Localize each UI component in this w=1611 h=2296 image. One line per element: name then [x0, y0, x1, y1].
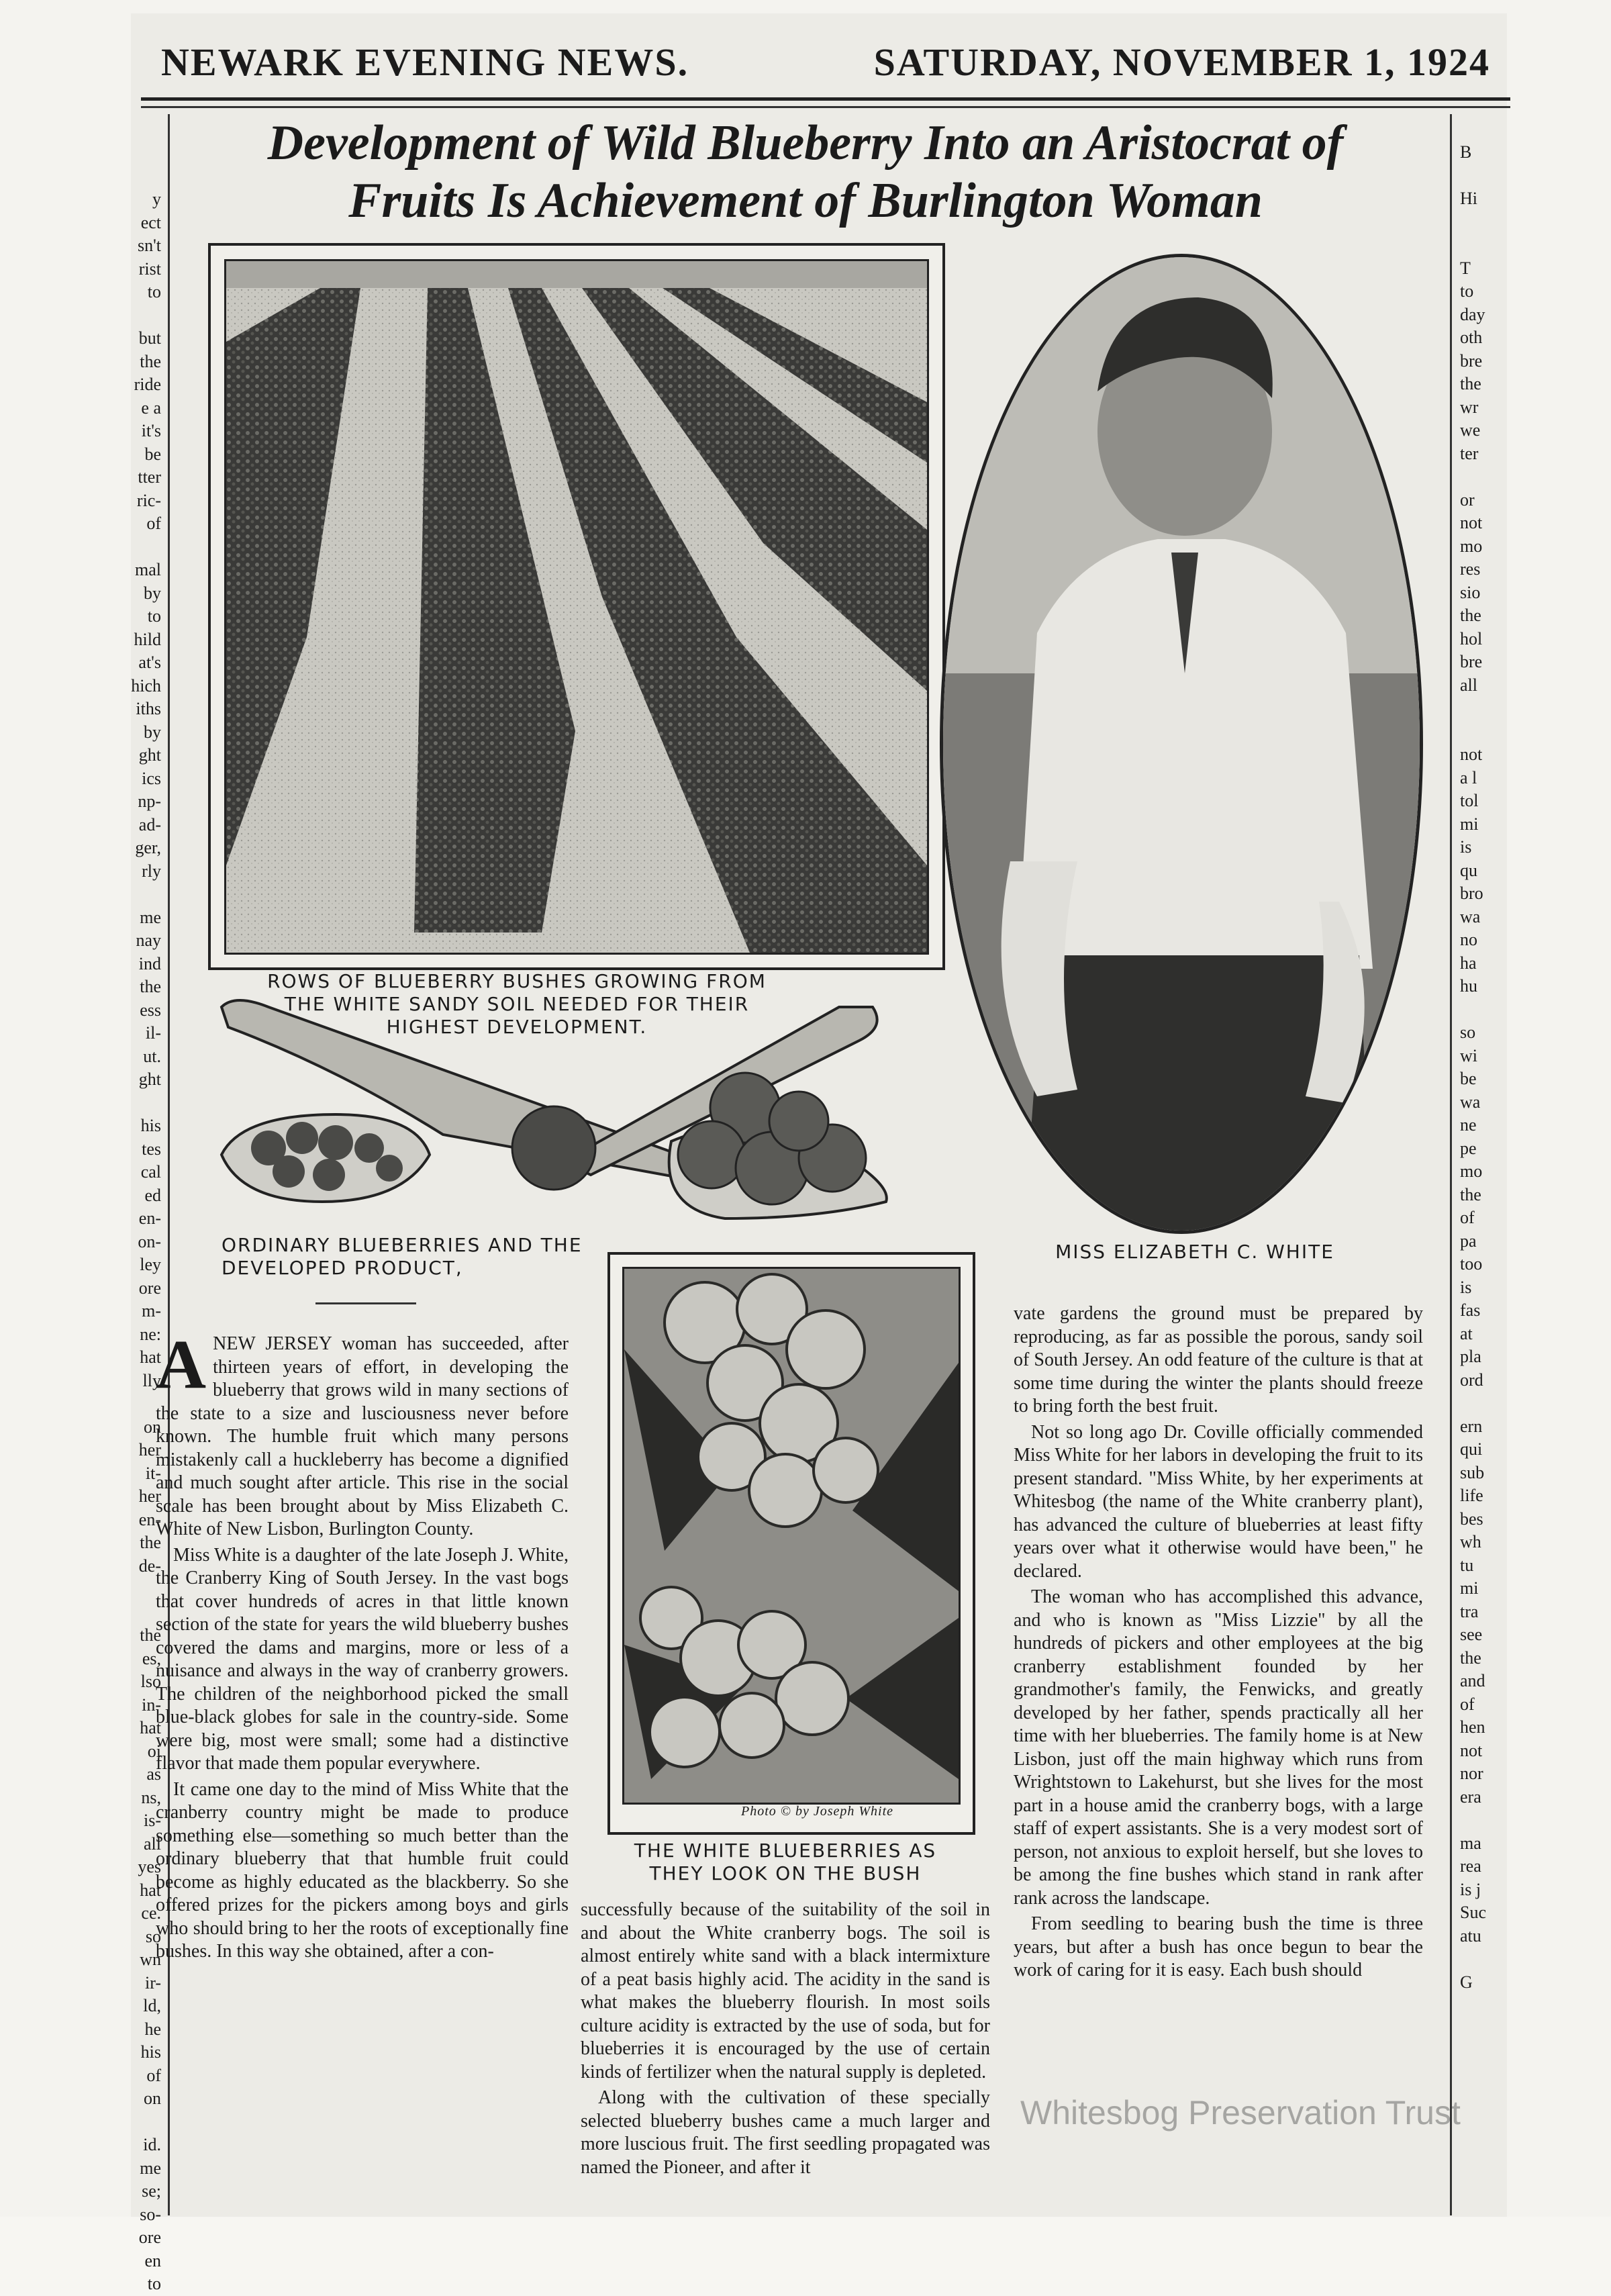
- portrait-oval: [940, 254, 1423, 1234]
- right-column-fragment: B: [1460, 142, 1472, 162]
- left-column-fragment: m-: [142, 1301, 161, 1321]
- left-column-fragment: at's: [138, 653, 161, 672]
- right-column-fragment: all: [1460, 675, 1477, 695]
- white-blueberries-image: [624, 1269, 959, 1803]
- left-column-fragment: ics: [142, 768, 161, 788]
- article-headline: [168, 114, 1443, 230]
- right-column-fragment: res: [1460, 559, 1481, 579]
- left-column-fragment: ger,: [135, 838, 161, 857]
- left-column-fragment: hat: [140, 1347, 161, 1367]
- right-column-fragment: [1460, 1948, 1507, 1971]
- right-column-fragment: sub: [1460, 1462, 1485, 1482]
- right-column-fragment: wa: [1460, 1092, 1481, 1112]
- right-column-fragment: [1460, 720, 1507, 744]
- left-column-fragment: the: [140, 977, 161, 996]
- right-column-fragment: atu: [1460, 1925, 1481, 1946]
- right-column-fragment: the: [1460, 1647, 1481, 1668]
- left-column-fragment: me: [140, 907, 161, 927]
- left-column-fragment: [101, 536, 161, 559]
- left-column-fragment: ut.: [143, 1046, 161, 1066]
- left-column-fragment: lly: [142, 1370, 161, 1390]
- right-adjacent-column: [1460, 141, 1507, 1994]
- portrait-image: [943, 257, 1420, 1231]
- left-column-fragment: by: [144, 722, 161, 742]
- right-column-fragment: a l: [1460, 767, 1477, 787]
- right-column-fragment: not: [1460, 1740, 1483, 1760]
- right-column-fragment: oth: [1460, 328, 1483, 347]
- right-column-fragment: era: [1460, 1786, 1481, 1807]
- col1-paragraph-1: NEW JERSEY woman has succeeded, after thirteen years of effort, in developing the blueberry that grows wild in many sections of the state to a size and lusciousness never before known. The humble fruit which many persons mistakenly call a huckleberry has become a dignified and much sought after article. This rise in the social scale has been brought about by Miss Elizabeth C. White of New Lisbon, Burlington County.: [156, 1333, 569, 1539]
- right-column-fragment: the: [1460, 374, 1481, 393]
- left-column-fragment: the: [140, 1533, 161, 1552]
- left-column-fragment: yes: [138, 1857, 161, 1876]
- rows-photo: [224, 259, 929, 955]
- left-column-fragment: to: [147, 606, 161, 626]
- left-column-fragment: [101, 2111, 161, 2134]
- right-column-fragment: wh: [1460, 1532, 1481, 1551]
- left-column-fragment: es,: [142, 1648, 161, 1668]
- spoons-caption: ORDINARY BLUEBERRIES AND THE DEVELOPED PRODUCT,: [222, 1234, 583, 1279]
- right-column-fragment: be: [1460, 1069, 1477, 1088]
- right-column-fragment: tra: [1460, 1601, 1479, 1621]
- left-column-fragment: so-: [140, 2204, 161, 2224]
- right-column-fragment: ha: [1460, 953, 1477, 973]
- right-column-fragment: Suc: [1460, 1903, 1486, 1922]
- right-column-fragment: Hi: [1460, 189, 1477, 208]
- right-column-fragment: hen: [1460, 1717, 1485, 1737]
- left-column-fragment: rly: [142, 861, 161, 881]
- right-column-fragment: bre: [1460, 350, 1483, 371]
- right-column-fragment: and: [1460, 1671, 1485, 1690]
- left-column-fragment: [101, 1392, 161, 1416]
- left-column-fragment: hat: [140, 1880, 161, 1900]
- left-column-fragment: ir-: [144, 1972, 161, 1993]
- left-column-fragment: [101, 304, 161, 328]
- left-column-fragment: on-: [138, 1231, 161, 1251]
- right-column-fragment: of: [1460, 1208, 1475, 1227]
- left-column-fragment: the: [140, 351, 161, 371]
- right-column-fragment: so: [1460, 1022, 1476, 1042]
- rows-caption: ROWS OF BLUEBERRY BUSHES GROWING FROM THE WHITE SANDY SOIL NEEDED FOR THEIR HIGHEST DEVELOPMENT.: [267, 970, 767, 1038]
- left-column-fragment: hich: [131, 675, 161, 696]
- left-column-fragment: tes: [142, 1139, 161, 1159]
- blueberry-field-image: [226, 261, 927, 953]
- left-column-fragment: nay: [136, 930, 161, 950]
- right-column-fragment: bro: [1460, 883, 1483, 903]
- right-column-fragment: pla: [1460, 1347, 1481, 1366]
- left-column-fragment: on: [144, 1417, 161, 1437]
- left-column-fragment: [101, 1601, 161, 1625]
- left-column-fragment: ride: [134, 375, 161, 394]
- left-column-fragment: ns,: [141, 1787, 161, 1807]
- left-column-fragment: mal: [135, 560, 161, 579]
- left-column-fragment: ght: [138, 1069, 161, 1089]
- right-column-fragment: rea: [1460, 1856, 1481, 1876]
- section-divider: [315, 1302, 416, 1304]
- right-column-fragment: qu: [1460, 860, 1477, 880]
- right-column-fragment: ne: [1460, 1115, 1477, 1135]
- left-column-fragment: wn: [140, 1950, 161, 1969]
- right-column-fragment: tol: [1460, 791, 1479, 810]
- bush-photo-frame: [607, 1252, 975, 1835]
- right-column-fragment: is: [1460, 1277, 1472, 1297]
- left-column-fragment: lso: [140, 1672, 161, 1691]
- left-column-fragment: en-: [138, 1509, 161, 1529]
- right-column-fragment: no: [1460, 930, 1477, 949]
- masthead: [141, 27, 1510, 101]
- photo-credit: Photo © by Joseph White: [741, 1804, 894, 1819]
- right-column-fragment: not: [1460, 513, 1483, 532]
- right-column-fragment: of: [1460, 1694, 1475, 1714]
- left-column-fragment: of: [146, 514, 161, 533]
- col2-paragraph-1: successfully because of the suitability of the soil in and about the White cranberry bogs. The soil is almost entirely white sand with a black intermixture of a peat basis highly acid. The acidity in the sand is what makes the blueberry flourish. In most soils culture acidity is extracted by the use of soda, but for blueberries it is encouraged by the use of certain kinds of fertilizer when the natural supply is depleted.: [581, 1899, 990, 2083]
- left-column-fragment: in-: [142, 1694, 161, 1715]
- right-column-fragment: or: [1460, 489, 1475, 510]
- right-column-fragment: tu: [1460, 1555, 1474, 1575]
- right-column-fragment: the: [1460, 606, 1481, 625]
- col3-paragraph-4: From seedling to bearing bush the time is three years, but after a bush has once begun to bear the work of caring for it is easy. Each bush should: [1014, 1913, 1423, 1980]
- right-column-fragment: wa: [1460, 906, 1481, 926]
- left-column-fragment: ce.: [141, 1903, 161, 1923]
- right-column-fragment: [1460, 1809, 1507, 1832]
- left-column-fragment: oi: [147, 1741, 161, 1761]
- right-column-fragment: wr: [1460, 397, 1479, 417]
- left-column-fragment: ne:: [140, 1324, 161, 1344]
- left-column-fragment: se;: [142, 2181, 161, 2201]
- right-column-fragment: [1460, 1392, 1507, 1415]
- portrait-caption: MISS ELIZABETH C. WHITE: [1055, 1241, 1334, 1263]
- right-column-fragment: hol: [1460, 628, 1483, 649]
- right-column-fragment: see: [1460, 1625, 1483, 1644]
- left-column-fragment: by: [144, 583, 161, 603]
- bush-photo: [622, 1267, 961, 1805]
- left-column-fragment: [101, 883, 161, 906]
- newspaper-name: NEWARK EVENING NEWS.: [161, 40, 689, 84]
- column-rule-right: [1450, 114, 1452, 2215]
- left-column-fragment: ind: [138, 953, 161, 973]
- right-column-fragment: life: [1460, 1486, 1483, 1505]
- left-column-fragment: sn't: [137, 236, 161, 255]
- right-column-fragment: mi: [1460, 814, 1479, 834]
- right-column-fragment: sio: [1460, 582, 1481, 602]
- headline-line-1: Development of Wild Blueberry Into an Aristocrat of: [267, 115, 1344, 171]
- right-column-fragment: too: [1460, 1254, 1483, 1274]
- masthead-rule: [141, 106, 1510, 108]
- right-column-fragment: qui: [1460, 1439, 1483, 1459]
- issue-date: SATURDAY, NOVEMBER 1, 1924: [873, 40, 1490, 84]
- right-column-fragment: hu: [1460, 976, 1477, 996]
- left-column-fragment: ore: [138, 1278, 161, 1298]
- right-column-fragment: day: [1460, 304, 1485, 324]
- left-column-fragment: me: [140, 2158, 161, 2178]
- left-column-fragment: ley: [140, 1255, 161, 1274]
- left-column-fragment: iths: [136, 699, 161, 718]
- left-column-fragment: it's: [141, 421, 161, 440]
- left-column-fragment: id.: [143, 2135, 161, 2154]
- right-column-fragment: [1460, 164, 1507, 188]
- right-column-fragment: mo: [1460, 536, 1483, 556]
- left-column-fragment: [101, 1578, 161, 1601]
- left-column-fragment: on: [144, 2089, 161, 2108]
- col1-paragraph-2: Miss White is a daughter of the late Joseph J. White, the Cranberry King of South Jersey. In the vast bogs that cover hundreds of acres in that little known section of the state for years the wild blueberry bushes covered the dams and margins, more or less of a nuisance and always in the way of cranberry growers. The children of the neighborhood picked the small blue-black globes for sale in the country-side. Some were big, most were small; some had a distinctive flavor that made them popular everywhere.: [156, 1544, 569, 1774]
- left-column-fragment: np-: [138, 792, 161, 811]
- left-column-fragment: the: [140, 1625, 161, 1645]
- left-column-fragment: as: [146, 1764, 161, 1784]
- left-column-fragment: en: [144, 2250, 161, 2270]
- right-column-fragment: at: [1460, 1323, 1473, 1343]
- rows-photo-frame: [208, 243, 945, 970]
- right-column-fragment: is j: [1460, 1879, 1481, 1899]
- right-column-fragment: [1460, 998, 1507, 1022]
- article-column-2: [581, 1899, 990, 2217]
- left-column-fragment: his: [140, 1116, 161, 1135]
- right-column-fragment: the: [1460, 1184, 1481, 1204]
- col2-paragraph-2: Along with the cultivation of these specially selected blueberry bushes came a much larger and more luscious fruit. The first seedling propagated was named the Pioneer, and after it: [581, 2087, 990, 2178]
- right-column-fragment: [1460, 697, 1507, 720]
- left-column-fragment: ad-: [138, 814, 161, 834]
- left-column-fragment: ect: [140, 212, 161, 232]
- right-column-fragment: [1460, 465, 1507, 489]
- left-column-fragment: his: [140, 2042, 161, 2062]
- left-column-fragment: to: [147, 282, 161, 301]
- left-column-fragment: rist: [138, 258, 161, 279]
- left-column-fragment: ess: [140, 1000, 161, 1020]
- drop-cap: A: [156, 1333, 207, 1403]
- right-column-fragment: T: [1460, 258, 1471, 278]
- left-column-fragment: so: [145, 1926, 161, 1946]
- left-column-fragment: [101, 1092, 161, 1115]
- right-column-fragment: fas: [1460, 1300, 1481, 1320]
- right-column-fragment: ord: [1460, 1370, 1483, 1390]
- col3-paragraph-2: Not so long ago Dr. Coville officially commended Miss White for her labors in developing the fruit to its present standard. "Miss White, by her experiments at Whitesbog (the name of the White cranberry plant), has advanced the culture of blueberries at least fifty years over what it otherwise would have been," he declared.: [1014, 1421, 1423, 1582]
- right-column-fragment: ma: [1460, 1833, 1481, 1853]
- left-column-fragment: is-: [144, 1811, 161, 1830]
- left-adjacent-column: [101, 188, 161, 2296]
- headline-line-2: Fruits Is Achievement of Burlington Woman: [348, 173, 1263, 228]
- left-column-fragment: ght: [138, 745, 161, 765]
- left-column-fragment: hat: [140, 1718, 161, 1737]
- right-column-fragment: mi: [1460, 1578, 1479, 1598]
- right-column-fragment: nor: [1460, 1764, 1483, 1783]
- left-column-fragment: hild: [134, 629, 161, 649]
- right-column-fragment: to: [1460, 281, 1474, 301]
- right-column-fragment: [1460, 234, 1507, 257]
- left-column-fragment: il-: [145, 1023, 161, 1043]
- right-column-fragment: pa: [1460, 1231, 1477, 1251]
- left-column-fragment: ore: [138, 2228, 161, 2247]
- right-column-fragment: is: [1460, 837, 1472, 857]
- col1-paragraph-3: It came one day to the mind of Miss White that the cranberry country might be made to produce something else—something so much better than the ordinary blueberry that that humble fruit could become as highly educated as the blackberry. So she offered prizes for the pickers among boys and girls who should bring to her the roots of exceptionally fine bushes. In this way she obtained, after a con-: [156, 1778, 569, 1962]
- left-column-fragment: tter: [138, 467, 161, 487]
- right-column-fragment: G: [1460, 1972, 1473, 1992]
- right-column-fragment: wi: [1460, 1045, 1477, 1065]
- right-column-fragment: ern: [1460, 1416, 1483, 1436]
- bush-caption: THE WHITE BLUEBERRIES AS THEY LOOK ON THE BUSH: [634, 1839, 937, 1884]
- col3-paragraph-3: The woman who has accomplished this advance, and who is known as "Miss Lizzie" by all the hundreds of pickers and other employees at the big cranberry establishment founded by her grandmother's family, the Fenwicks, and greatly developed by her father, spends practically all her time with her blueberries. The family home is at New Lisbon, just off the main highway which runs from Wrightstown to Lakehurst, but she lives for the most part in a house amid the cranberry bogs, with a large staff of expert assistants. She is a very modest sort of person, not anxious to exploit herself, but she loves to be among the fine bushes which stand in rank after rank across the landscape.: [1014, 1586, 1423, 1909]
- right-column-fragment: ter: [1460, 443, 1479, 463]
- right-column-fragment: bre: [1460, 652, 1483, 671]
- left-column-fragment: all: [144, 1833, 161, 1854]
- left-column-fragment: cal: [140, 1162, 161, 1182]
- watermark: Whitesbog Preservation Trust: [1020, 2094, 1461, 2132]
- right-column-fragment: we: [1460, 420, 1481, 440]
- left-column-fragment: of: [146, 2065, 161, 2085]
- right-column-fragment: not: [1460, 745, 1483, 764]
- left-column-fragment: he: [144, 2019, 161, 2039]
- left-column-fragment: ed: [144, 1185, 161, 1205]
- article-column-1: [156, 1333, 569, 2217]
- left-column-fragment: be: [144, 444, 161, 464]
- left-column-fragment: en-: [138, 1208, 161, 1228]
- left-column-fragment: ric-: [136, 490, 161, 510]
- left-column-fragment: de-: [138, 1556, 161, 1576]
- left-column-fragment: to: [147, 2274, 161, 2293]
- right-column-fragment: mo: [1460, 1161, 1483, 1181]
- left-column-fragment: her: [138, 1440, 161, 1460]
- col3-paragraph-1: vate gardens the ground must be prepared by reproducing, as far as possible the porous, sandy soil of South Jersey. An odd feature of the culture is that at some time during the winter the plants should freeze to bring forth the best fruit.: [1014, 1303, 1423, 1417]
- spoons-illustration: [215, 987, 913, 1235]
- left-column-fragment: her: [138, 1486, 161, 1506]
- left-column-fragment: y: [152, 189, 161, 209]
- left-column-fragment: but: [138, 328, 161, 348]
- right-column-fragment: bes: [1460, 1509, 1483, 1529]
- left-column-fragment: it-: [145, 1463, 161, 1483]
- right-column-fragment: pe: [1460, 1138, 1477, 1158]
- right-column-fragment: [1460, 211, 1507, 234]
- left-column-fragment: e a: [141, 397, 161, 418]
- article-column-3: [1014, 1302, 1423, 2217]
- left-column-fragment: ld,: [143, 1996, 161, 2015]
